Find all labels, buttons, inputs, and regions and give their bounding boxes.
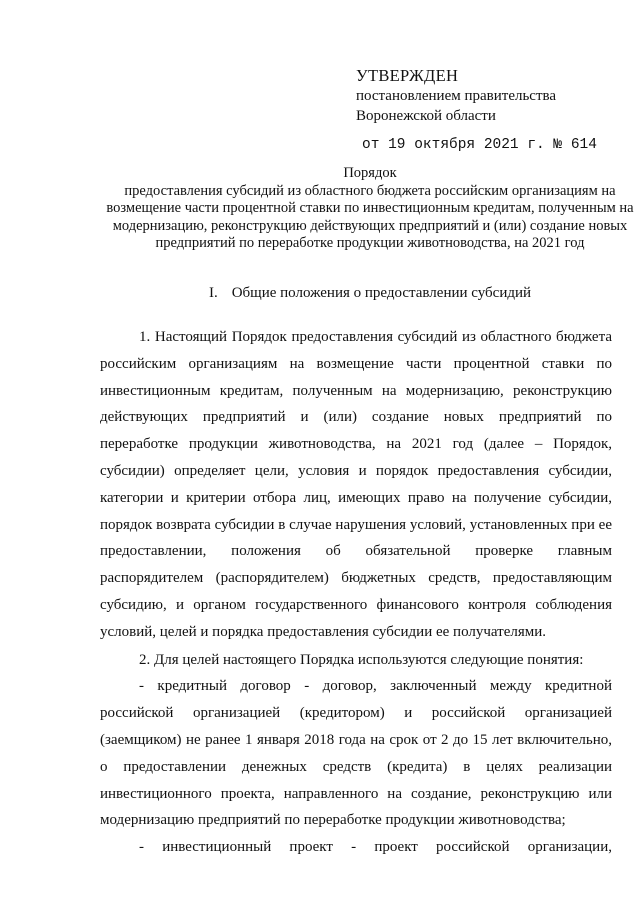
approval-block	[356, 66, 626, 154]
document-body	[100, 324, 612, 861]
paragraph-4: - инвестиционный проект - проект российской организации,	[139, 839, 612, 856]
section-number: I.	[208, 285, 218, 301]
title-heading: Порядок	[343, 165, 397, 181]
approval-line-2: Воронежской области	[356, 108, 496, 124]
approved-label: УТВЕРЖДЕН	[356, 66, 459, 85]
paragraph-3: - кредитный договор - договор, заключенный между кредитной российской организацией (кредитором) и российской организацией (заемщиком) не ранее 1 января 2018 года на срок от 2 до 15 лет включительно, о предоставлении денежных средств (кредита) в целях реализации инвестиционного проекта, направленного на создание, реконструкцию или модернизацию предприятий по переработке продукции животноводства;	[100, 678, 612, 829]
section-title: Общие положения о предоставлении субсидий	[231, 285, 532, 301]
paragraph-2: 2. Для целей настоящего Порядка используются следующие понятия:	[139, 651, 584, 668]
document-title	[100, 165, 640, 253]
paragraph-1: 1. Настоящий Порядок предоставления субсидий из областного бюджета российским организациям на возмещение части процентной ставки по инвестиционным кредитам, полученным на модернизацию, реконструкцию действующих предприятий и (или) создание новых предприятий по переработке продукции животноводства, на 2021 год (далее – Порядок, субсидии) определяет цели, условия и порядок предоставления субсидии, категории и критерии отбора лиц, имеющих право на получение субсидии, порядок возврата субсидии в случае нарушения условий, установленных при ее предоставлении, положения об обязательной проверке главным распорядителем (распорядителем) бюджетных средств, предоставляющим субсидию, и органом государственного финансового контроля соблюдения условий, целей и порядка предоставления субсидии ее получателями.	[100, 329, 612, 640]
approval-date: от 19 октября 2021 г. № 614	[362, 137, 597, 153]
title-text: предоставления субсидий из областного бюджета российским организациям на возмещение части процентной ставки по инвестиционным кредитам, полученным на модернизацию, реконструкцию действующих предприятий и (или) создание новых предприятий по переработке продукции животноводства, на 2021 год	[106, 182, 634, 251]
approval-line-1: постановлением правительства	[356, 88, 557, 104]
section-heading	[100, 283, 640, 303]
